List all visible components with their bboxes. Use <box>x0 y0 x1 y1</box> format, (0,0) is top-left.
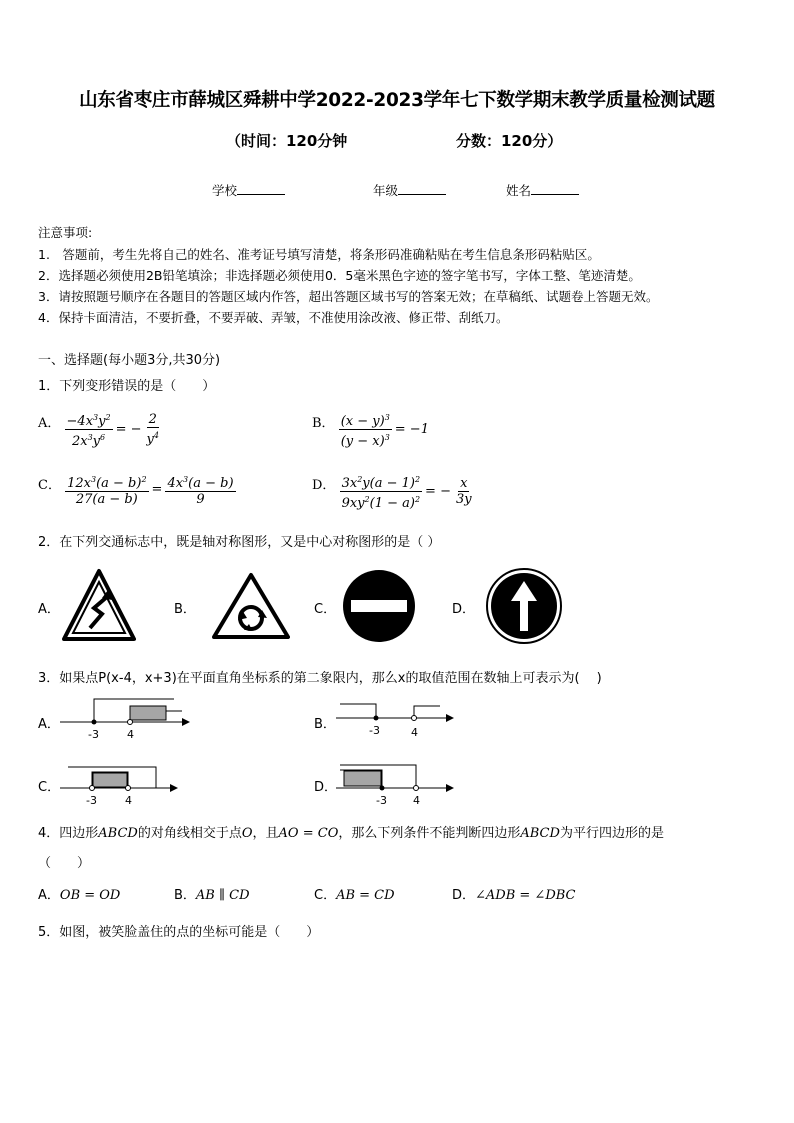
notice-item-2: 2．选择题必须使用2B铅笔填涂；非选择题必须使用0．5毫米黑色字迹的签字笔书写，字体工整、笔迹清楚。 <box>38 268 641 283</box>
q1-option-a <box>38 410 161 449</box>
q2-label-b: B． <box>174 602 196 617</box>
notice-item-4: 4．保持卡面清洁，不要折叠，不要弄破、弄皱，不准使用涂改液、修正带、刮纸刀。 <box>38 310 509 325</box>
q3-label-b: B． <box>314 717 336 732</box>
q4-stem-part: ，那么下列条件不能判断四边形 <box>338 826 521 841</box>
math-expression: $\frac{12x^3(a - b)^2}{27(a - b)}$ = $\frac{4x^3(a - b)}{9}$ <box>65 472 235 507</box>
roundabout-warning-icon <box>212 572 290 640</box>
q4-option-d <box>452 884 576 903</box>
q4-stem-part: 4．四边形 <box>38 826 99 841</box>
option-label: C． <box>314 888 337 903</box>
math-expression: $\frac{(x - y)^3}{(y - x)^3}$ = −1 <box>339 410 429 449</box>
section-heading: 一、选择题(每小题3分,共30分) <box>38 353 221 368</box>
q3-label-c: C． <box>38 780 61 795</box>
option-label: A． <box>38 888 60 903</box>
option-label: A． <box>38 416 61 431</box>
name-label: 姓名 <box>506 183 532 198</box>
q3-number-line-c <box>60 762 180 808</box>
q4-stem-part: 为平行四边形的是 <box>559 826 664 841</box>
name-field <box>506 181 579 199</box>
q4-quad-name: ABCD <box>98 826 138 841</box>
tick-label-left: -3 <box>88 728 99 741</box>
q3-number-line-a <box>60 694 190 744</box>
q4-quad-name: ABCD <box>520 826 560 841</box>
q4-option-c <box>314 884 395 903</box>
option-text: AB = CD <box>336 888 395 903</box>
tick-label-left: -3 <box>376 794 387 807</box>
option-label: B． <box>174 888 196 903</box>
q1-option-c <box>38 472 236 507</box>
tick-label-right: 4 <box>413 794 420 807</box>
option-label: C． <box>38 478 61 493</box>
q4-option-b <box>174 884 250 903</box>
q3-number-line-b <box>336 698 456 740</box>
q4-point-o: O <box>241 826 253 841</box>
tick-label-left: -3 <box>86 794 97 807</box>
option-label: D． <box>452 888 476 903</box>
exam-time: （时间：120分钟 <box>226 132 348 150</box>
exam-title: 山东省枣庄市薛城区舜耕中学2022-2023学年七下数学期末教学质量检测试题 <box>79 90 715 111</box>
q5-stem: 5．如图，被笑脸盖住的点的坐标可能是（ ） <box>38 925 320 940</box>
school-blank <box>237 182 285 195</box>
name-blank <box>531 182 579 195</box>
q3-number-line-d <box>336 760 456 808</box>
ahead-only-icon <box>485 567 563 645</box>
math-expression: $\frac{3x^2y(a - 1)^2}{9xy^2(1 - a)^2}$ = − $\frac{x}{3y}$ <box>340 472 474 511</box>
no-entry-icon <box>341 568 417 644</box>
zigzag-road-warning-icon <box>62 568 136 642</box>
q4-stem-part: ，且 <box>252 826 279 841</box>
q1-stem: 1．下列变形错误的是（ ） <box>38 379 216 394</box>
notice-item-3: 3．请按照题号顺序在各题目的答题区域内作答，超出答题区域书写的答案无效；在草稿纸、试题卷上答题无效。 <box>38 289 659 304</box>
grade-blank <box>398 182 446 195</box>
q1-option-d <box>312 472 474 511</box>
exam-score: 分数：120分） <box>456 132 563 150</box>
school-field <box>212 181 285 199</box>
option-text: ∠ADB = ∠DBC <box>475 888 576 903</box>
q4-paren: （ ） <box>38 856 91 871</box>
tick-label-right: 4 <box>127 728 134 741</box>
math-expression: $\frac{-4x^3y^2}{2x^3y^6}$ = − $\frac{2}{y^4}$ <box>66 412 159 449</box>
tick-label-left: -3 <box>369 724 380 737</box>
q1-option-b <box>312 410 429 449</box>
q3-label-a: A． <box>38 717 60 732</box>
school-label: 学校 <box>212 183 238 198</box>
q4-option-a <box>38 884 120 903</box>
option-text: AB ∥ CD <box>195 888 250 903</box>
tick-label-right: 4 <box>125 794 132 807</box>
grade-label: 年级 <box>373 183 399 198</box>
q4-stem <box>38 822 664 841</box>
q2-stem: 2．在下列交通标志中，既是轴对称图形，又是中心对称图形的是（ ） <box>38 535 441 550</box>
q2-label-c: C． <box>314 602 337 617</box>
grade-field <box>373 181 446 199</box>
option-label: B． <box>312 416 335 431</box>
q3-stem: 3．如果点P(x-4，x+3)在平面直角坐标系的第二象限内，那么x的取值范围在数轴上可表示为( ) <box>38 671 602 686</box>
tick-label-right: 4 <box>411 726 418 739</box>
q4-condition: AO = CO <box>278 826 339 841</box>
option-label: D． <box>312 478 336 493</box>
notice-item-1: 1. 答题前，考生先将自己的姓名、准考证号填写清楚，将条形码准确粘贴在考生信息条形码粘贴区。 <box>38 247 600 262</box>
q2-label-d: D． <box>452 602 476 617</box>
notice-heading: 注意事项: <box>38 225 93 240</box>
q3-label-d: D． <box>314 780 338 795</box>
option-text: OB = OD <box>59 888 121 903</box>
q2-label-a: A． <box>38 602 60 617</box>
q4-stem-part: 的对角线相交于点 <box>137 826 242 841</box>
